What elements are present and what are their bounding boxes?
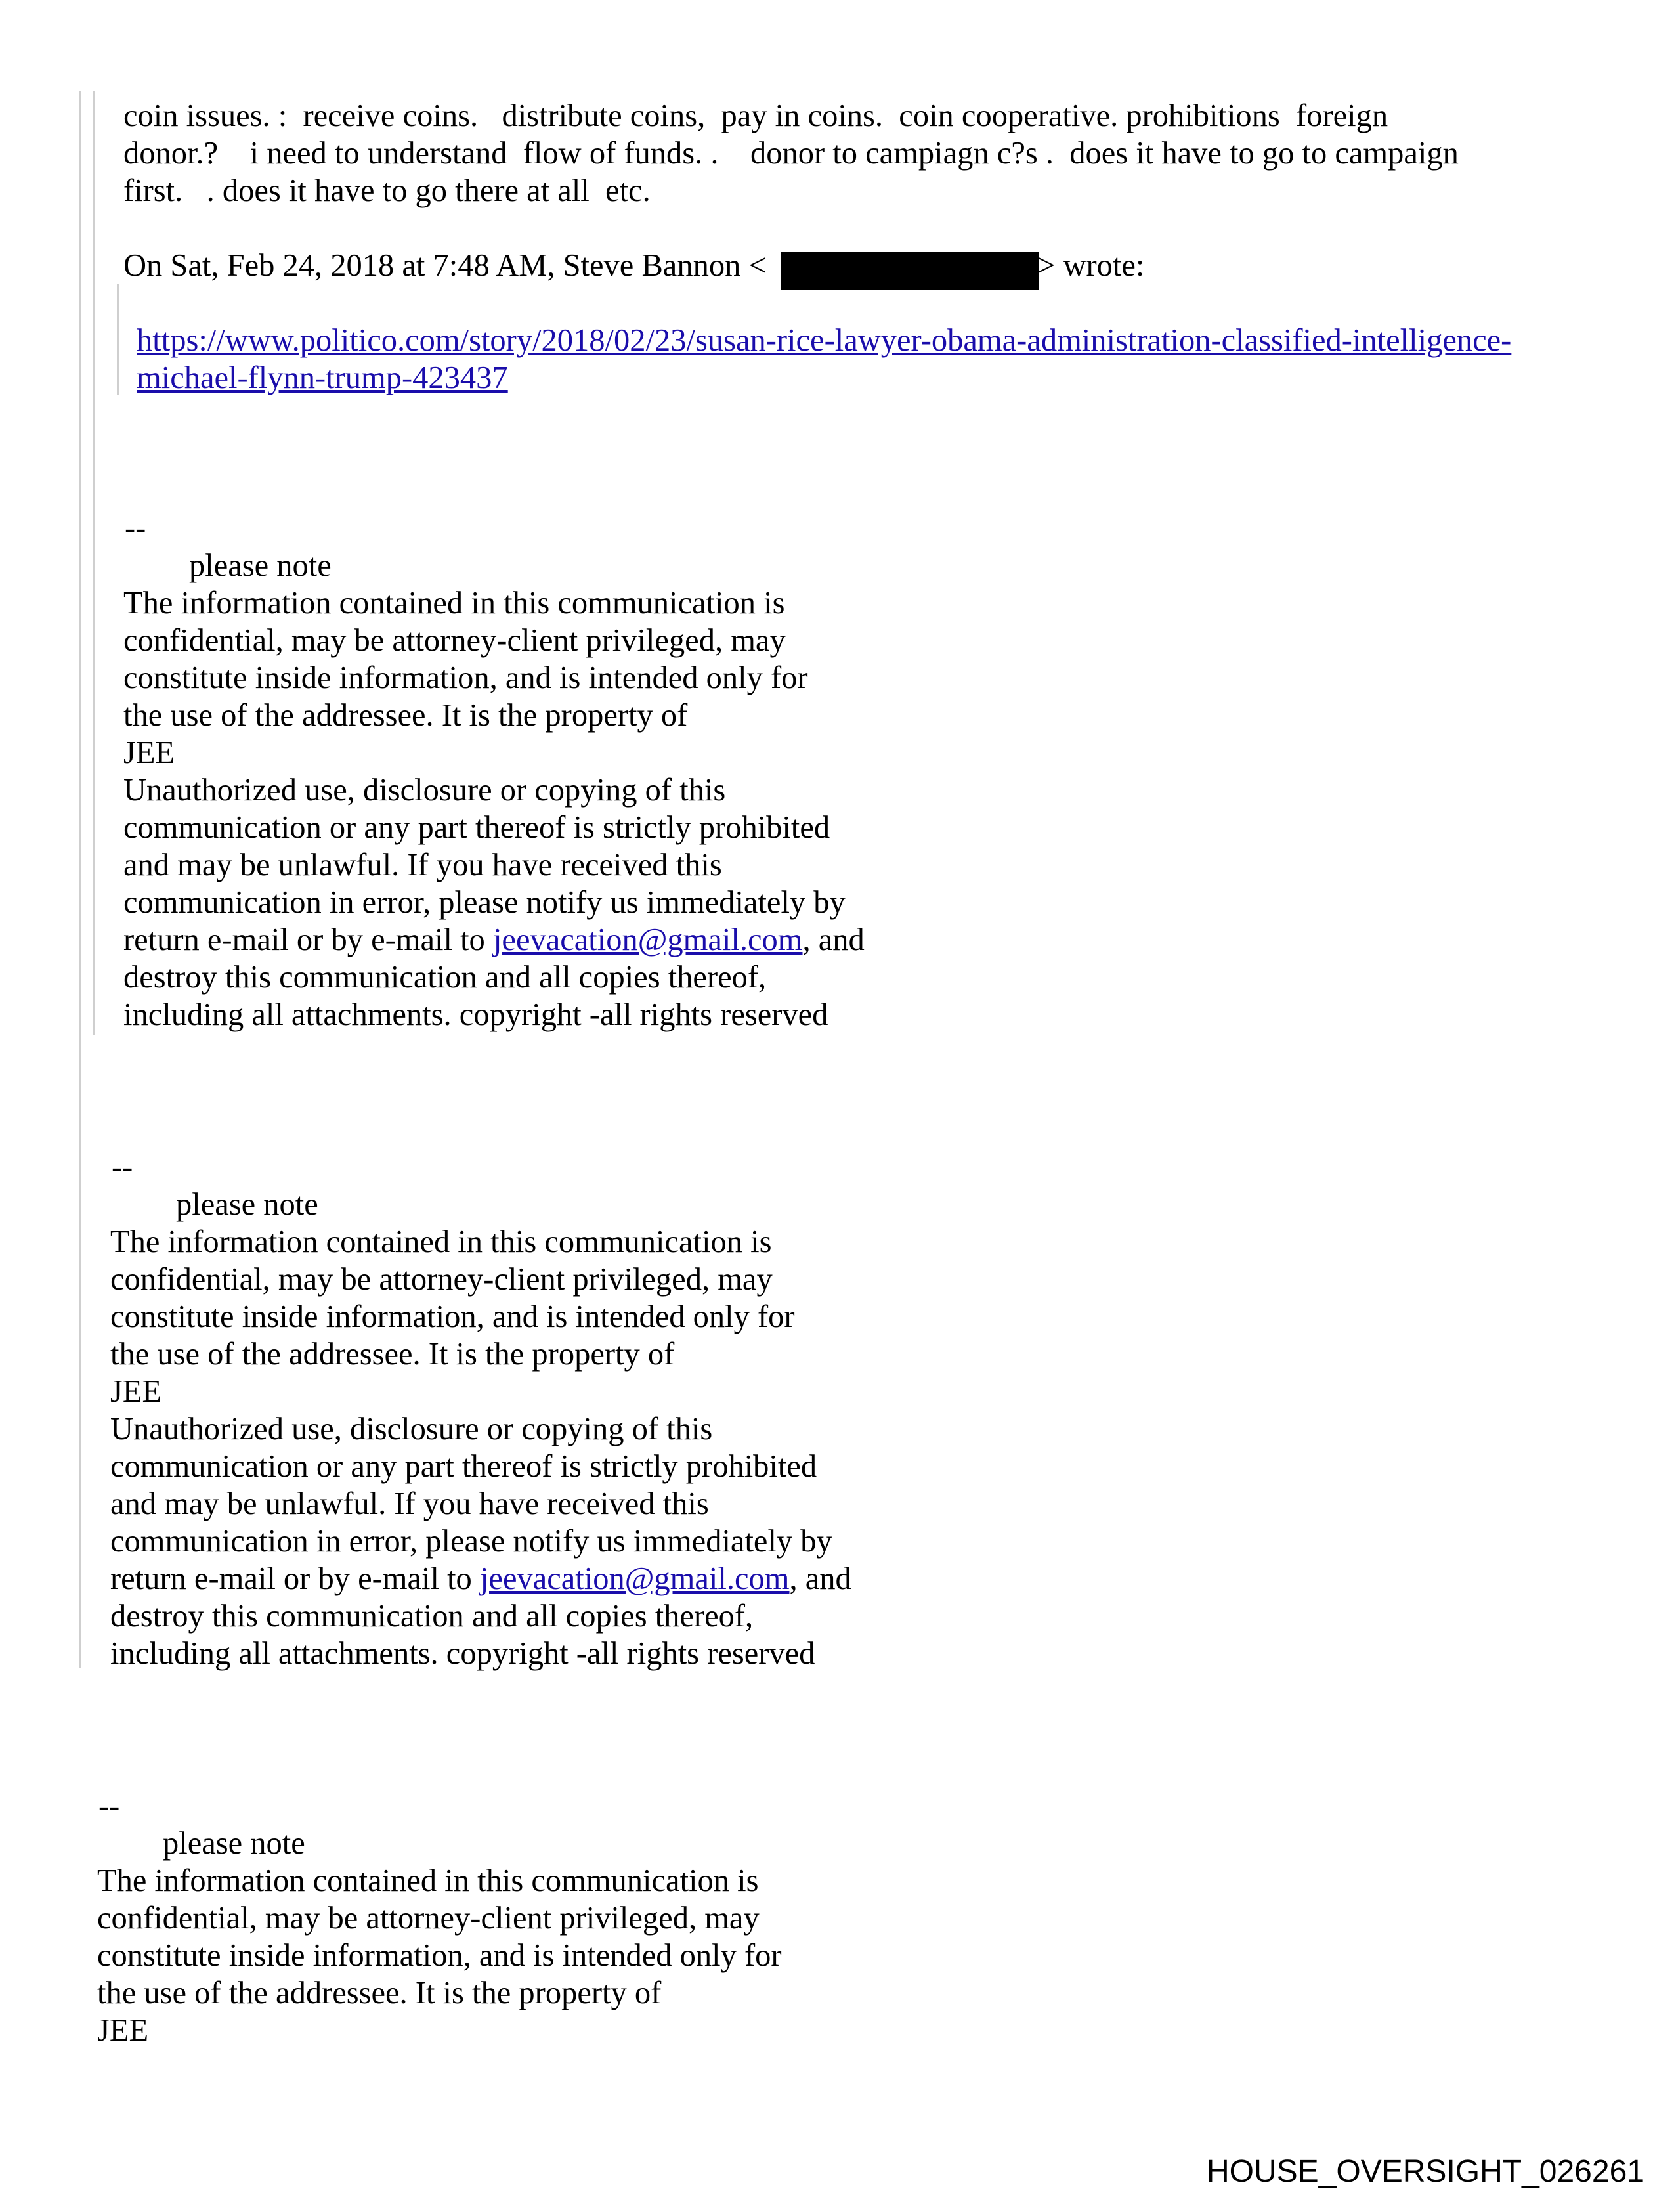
reply-header-suffix: > wrote: xyxy=(1037,248,1145,283)
signature-1-closing-1: destroy this communication and all copies thereof, xyxy=(123,960,767,995)
signature-3-line-5: JEE xyxy=(97,2013,149,2048)
quote-bar-inner xyxy=(117,284,119,395)
signature-1-line-4: the use of the addressee. It is the property of xyxy=(123,698,688,733)
redaction-block xyxy=(781,252,1039,290)
politico-link-line-1[interactable]: https://www.politico.com/story/2018/02/23/susan-rice-lawyer-obama-administration-classified-intelligence- xyxy=(137,323,1512,358)
signature-1-please-note: please note xyxy=(189,548,332,583)
signature-2-line-2: confidential, may be attorney-client privileged, may xyxy=(110,1262,773,1297)
signature-2-line-3: constitute inside information, and is intended only for xyxy=(110,1299,795,1334)
signature-2-closing-2: including all attachments. copyright -all rights reserved xyxy=(110,1636,815,1671)
signature-2-email-link[interactable]: jeevacation@gmail.com xyxy=(479,1561,790,1596)
signature-2-email-suffix: , and xyxy=(789,1561,851,1596)
signature-2-closing-1: destroy this communication and all copies thereof, xyxy=(110,1599,754,1634)
signature-1-line-2: confidential, may be attorney-client privileged, may xyxy=(123,623,786,658)
bates-number: HOUSE_OVERSIGHT_026261 xyxy=(1207,2154,1644,2189)
signature-2-please-note: please note xyxy=(176,1187,318,1222)
signature-2-email-prefix: return e-mail or by e-mail to xyxy=(110,1561,480,1596)
signature-2-line-6: Unauthorized use, disclosure or copying of this xyxy=(110,1412,713,1446)
signature-1-email-line xyxy=(123,921,865,959)
signature-1-line-8: and may be unlawful. If you have received this xyxy=(123,848,722,882)
body-line-1: coin issues. : receive coins. distribute coins, pay in coins. coin cooperative. prohibitions foreign xyxy=(123,98,1388,133)
signature-1-line-5: JEE xyxy=(123,735,175,770)
signature-1-email-prefix: return e-mail or by e-mail to xyxy=(123,922,493,957)
signature-2-dashes: -- xyxy=(112,1150,133,1184)
signature-1-line-3: constitute inside information, and is intended only for xyxy=(123,661,808,695)
signature-2-line-7: communication or any part thereof is strictly prohibited xyxy=(110,1449,817,1484)
signature-3-dashes: -- xyxy=(98,1789,120,1823)
signature-1-closing-2: including all attachments. copyright -all rights reserved xyxy=(123,997,828,1032)
signature-3-line-3: constitute inside information, and is intended only for xyxy=(97,1938,782,1973)
quote-bar-middle xyxy=(93,91,95,1035)
quote-bar-outer xyxy=(79,91,81,1668)
signature-2-line-9: communication in error, please notify us immediately by xyxy=(110,1524,832,1559)
signature-3-line-4: the use of the addressee. It is the property of xyxy=(97,1976,662,2010)
signature-3-please-note: please note xyxy=(163,1826,305,1861)
signature-1-email-link[interactable]: jeevacation@gmail.com xyxy=(492,922,803,957)
signature-1-email-suffix: , and xyxy=(802,922,865,957)
body-line-3: first. . does it have to go there at all etc. xyxy=(123,173,651,208)
signature-3-line-1: The information contained in this communication is xyxy=(97,1863,759,1898)
signature-1-line-7: communication or any part thereof is strictly prohibited xyxy=(123,810,830,845)
signature-1-dashes: -- xyxy=(125,511,146,546)
signature-3-line-2: confidential, may be attorney-client privileged, may xyxy=(97,1901,760,1936)
body-line-2: donor.? i need to understand flow of funds. . donor to campiagn c?s . does it have to go to campaign xyxy=(123,136,1459,171)
signature-2-line-8: and may be unlawful. If you have received this xyxy=(110,1486,709,1521)
signature-2-line-1: The information contained in this communication is xyxy=(110,1225,772,1259)
reply-header-prefix: On Sat, Feb 24, 2018 at 7:48 AM, Steve Bannon < xyxy=(123,248,767,283)
signature-2-email-line xyxy=(110,1560,851,1597)
signature-2-line-5: JEE xyxy=(110,1374,162,1409)
signature-1-line-1: The information contained in this communication is xyxy=(123,586,785,620)
signature-2-line-4: the use of the addressee. It is the property of xyxy=(110,1337,675,1372)
signature-1-line-6: Unauthorized use, disclosure or copying of this xyxy=(123,773,726,808)
signature-1-line-9: communication in error, please notify us immediately by xyxy=(123,885,846,920)
politico-link-line-2[interactable]: michael-flynn-trump-423437 xyxy=(137,360,508,395)
